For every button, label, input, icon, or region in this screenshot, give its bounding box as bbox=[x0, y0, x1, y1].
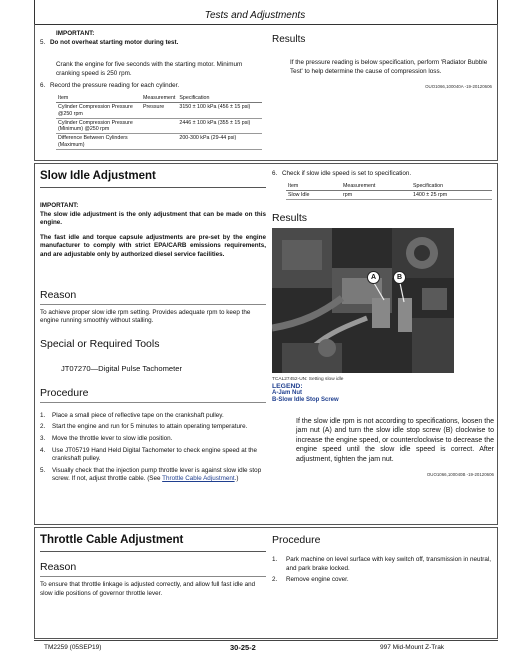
header-left-border bbox=[34, 0, 35, 24]
slow-idle-left-column bbox=[40, 170, 266, 484]
step-text: Move the throttle lever to slow idle position. bbox=[52, 434, 173, 442]
table-header: Measurement bbox=[143, 94, 176, 101]
step-text: Record the pressure reading for each cylinder. bbox=[50, 82, 180, 90]
legend-label: LEGEND: bbox=[272, 383, 303, 390]
callout-a: A bbox=[367, 271, 380, 284]
callout-b: B bbox=[393, 271, 406, 284]
photo-caption: TCAL27452-UN: Setting slow idle bbox=[272, 377, 344, 382]
table-header: Item bbox=[286, 182, 341, 191]
emissions-note: The fast idle and torque capsule adjustments are pre-set by the engine manufacturer to comply with strict EPA/CARB emissions requirements, and are adjustable only by authorized diesel service facilities. bbox=[40, 233, 266, 258]
reason-text: To ensure that throttle linkage is adjusted correctly, and allow full fast idle and slow idle positions of governor throttle lever. bbox=[40, 581, 256, 597]
table-row bbox=[286, 190, 492, 199]
slow-idle-right-column bbox=[272, 170, 494, 224]
step-text: Remove engine cover. bbox=[286, 576, 349, 584]
table-cell: 200-300 kPa (29-44 psi) bbox=[177, 134, 262, 150]
step-6 bbox=[272, 170, 494, 179]
compression-spec-table bbox=[56, 94, 262, 150]
reason-heading: Reason bbox=[40, 288, 77, 301]
page-header-title: Tests and Adjustments bbox=[204, 10, 306, 21]
footer-page-number: 30-25-2 bbox=[230, 643, 256, 652]
results-text: If the pressure reading is below specification, perform 'Radiator Bubble Test' to help determine the cause of compression loss. bbox=[290, 59, 488, 75]
step-text: Check if slow idle speed is set to specification. bbox=[282, 170, 412, 177]
step-text: Park machine on level surface with key switch off, transmission in neutral, and park brake locked. bbox=[286, 556, 491, 572]
tools-heading: Special or Required Tools bbox=[40, 337, 160, 350]
legend-item-a: A-Jam Nut bbox=[272, 390, 303, 396]
step-6 bbox=[40, 82, 265, 91]
step-number: 6. bbox=[272, 170, 278, 177]
table-cell bbox=[141, 134, 177, 150]
step-text bbox=[52, 467, 266, 484]
throttle-left-column bbox=[40, 534, 266, 598]
results-heading: Results bbox=[272, 34, 306, 45]
step-number: 4. bbox=[40, 446, 46, 454]
heading-rule bbox=[40, 402, 266, 403]
throttle-right-column bbox=[272, 534, 494, 585]
heading-rule bbox=[40, 304, 266, 305]
step-number: 3. bbox=[40, 434, 46, 442]
step-text: Start the engine and run for 5 minutes to attain operating temperature. bbox=[52, 423, 248, 431]
list-item bbox=[40, 412, 266, 421]
step-number: 6. bbox=[40, 82, 46, 90]
table-row bbox=[56, 118, 262, 134]
procedure-heading: Procedure bbox=[40, 386, 89, 399]
table-header: Specification bbox=[411, 182, 492, 191]
reference-code: OUO1066,100040B -19-20120606 bbox=[426, 472, 494, 478]
table-cell: Cylinder Compression Pressure @250 rpm bbox=[56, 103, 141, 119]
step-number: 5. bbox=[40, 38, 46, 46]
list-item bbox=[40, 435, 266, 444]
list-item bbox=[272, 576, 494, 585]
table-row bbox=[56, 103, 262, 119]
table-header: Specification bbox=[177, 94, 262, 103]
footer-manual-id: TM2259 (05SEP19) bbox=[44, 644, 102, 651]
step-number: 1. bbox=[272, 556, 278, 563]
step-5 bbox=[40, 39, 265, 48]
important-text: The slow idle adjustment is the only adjustment that can be made on this engine. bbox=[40, 210, 266, 227]
table-cell: Slow Idle bbox=[286, 190, 341, 199]
table-header: Item bbox=[56, 94, 141, 103]
table-cell: Difference Between Cylinders (Maximum) bbox=[56, 134, 141, 150]
table-cell: 2446 ± 100 kPa (355 ± 15 psi) bbox=[177, 118, 262, 134]
step-text-body: Visually check that the injection pump throttle lever is against slow idle stop screw. If not, adjust throttle cable. (See bbox=[52, 466, 262, 483]
list-item bbox=[272, 556, 494, 573]
photo-legend bbox=[272, 377, 472, 404]
procedure-steps bbox=[272, 556, 494, 585]
engine-photo bbox=[272, 228, 454, 373]
table-cell: 3150 ± 100 kPa (456 ± 15 psi) bbox=[177, 103, 262, 119]
heading-rule bbox=[40, 551, 266, 552]
section-heading: Slow Idle Adjustment bbox=[40, 170, 156, 182]
step-text: Place a small piece of reflective tape on the crankshaft pulley. bbox=[52, 411, 224, 419]
footer-product-name: 997 Mid-Mount Z-Trak bbox=[380, 644, 445, 651]
slow-idle-spec-table bbox=[286, 182, 492, 201]
heading-rule bbox=[40, 576, 266, 577]
procedure-heading: Procedure bbox=[272, 534, 321, 546]
engine-photo-art bbox=[272, 228, 454, 373]
procedure-steps bbox=[40, 412, 266, 484]
table-cell: Cylinder Compression Pressure (Minimum) @250 rpm bbox=[56, 118, 141, 134]
step-text: Use JT05719 Hand Held Digital Tachometer to check engine speed at the crankshaft pulley. bbox=[52, 446, 258, 463]
reason-heading: Reason bbox=[40, 561, 77, 573]
top-left-column bbox=[40, 30, 265, 150]
slow-idle-results bbox=[296, 417, 494, 477]
table-row bbox=[56, 134, 262, 150]
list-item bbox=[40, 447, 266, 464]
results-heading: Results bbox=[272, 212, 308, 225]
list-item bbox=[40, 423, 266, 432]
top-right-column bbox=[272, 34, 492, 89]
step-text-tail: .) bbox=[234, 475, 239, 483]
step-text: Do not overheat starting motor during test. bbox=[50, 38, 179, 46]
step-number: 5. bbox=[40, 466, 46, 474]
step-number: 2. bbox=[40, 423, 46, 431]
reason-text: To achieve proper slow idle rpm setting. Provides adequate rpm to keep the engine running smoothly without stalling. bbox=[40, 308, 251, 325]
table-cell: rpm bbox=[341, 190, 411, 199]
footer-rule bbox=[34, 640, 498, 641]
header-right-border bbox=[497, 0, 498, 24]
crank-paragraph: Crank the engine for five seconds with the starting motor. Minimum cranking speed is 250 rpm. bbox=[56, 61, 243, 77]
results-text: If the slow idle rpm is not according to specifications, loosen the jam nut (A) and turn the slow idle stop screw (B) clockwise to increase the engine speed, or counterclockwise to decrease the engine speed until the slow idle speed is correct. After adjustment, tighten the jam nut. bbox=[296, 418, 494, 463]
important-label: IMPORTANT: bbox=[40, 202, 79, 209]
table-cell: 1400 ± 25 rpm bbox=[411, 190, 492, 199]
table-cell: Pressure bbox=[141, 103, 177, 119]
step-number: 1. bbox=[40, 411, 46, 419]
section-heading: Throttle Cable Adjustment bbox=[40, 534, 184, 546]
important-label: IMPORTANT: bbox=[56, 30, 95, 37]
list-item bbox=[40, 467, 266, 484]
step-number: 2. bbox=[272, 576, 278, 584]
tool-item: JT07270—Digital Pulse Tachometer bbox=[61, 363, 182, 373]
table-cell bbox=[141, 118, 177, 134]
reference-code: OUO1066,100040A -19-20120606 bbox=[425, 84, 492, 90]
heading-rule bbox=[40, 187, 266, 188]
legend-item-b: B-Slow Idle Stop Screw bbox=[272, 397, 339, 403]
table-header: Measurement bbox=[341, 182, 411, 191]
throttle-cable-link[interactable]: Throttle Cable Adjustment bbox=[162, 475, 235, 483]
